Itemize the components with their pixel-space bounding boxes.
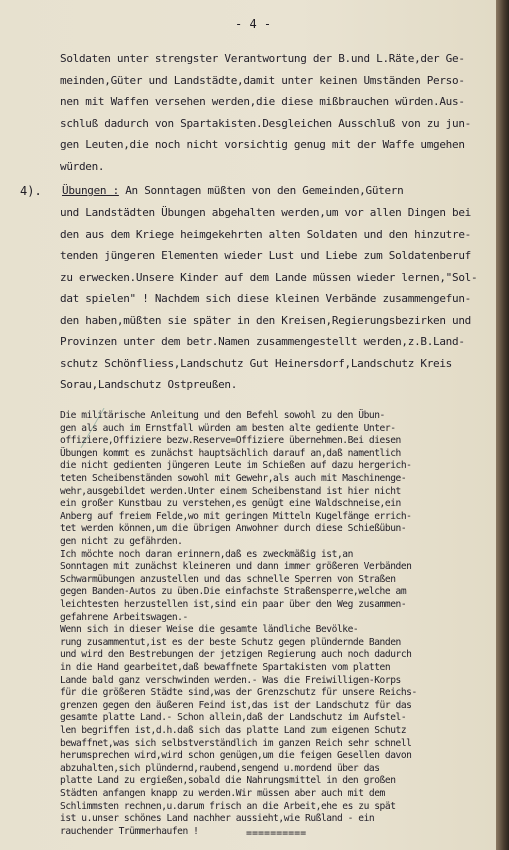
body-line: gegen Banden-Autos zu üben.Die einfachste Straßensperre,welche am — [60, 586, 407, 598]
body-line: die nicht gedienten jüngeren Leute im Schießen auf dazu hergerich- — [60, 460, 412, 472]
body-line: rung zusammentut,ist es der beste Schutz gegen plündernde Banden — [60, 636, 401, 648]
body-line: gen nicht zu gefährden. — [60, 536, 183, 547]
page-number: - 4 - — [235, 17, 272, 31]
body-line: grenzen gegen den äußeren Feind ist,das ist der Landschutz für das — [60, 699, 412, 711]
intro-line: meinden,Güter und Landstädte,damit unter keinen Umständen Perso- — [60, 73, 465, 87]
section-line: schutz Schönfliess,Landschutz Gut Heinersdorf,Landschutz Kreis — [60, 356, 452, 370]
section-line: und Landstädten Übungen abgehalten werden,um vor allen Dingen bei — [60, 206, 471, 219]
body-line: Anberg auf freiem Felde,wo mit geringen Mitteln Kugelfänge errich- — [60, 510, 412, 522]
intro-line: nen mit Waffen versehen werden,die diese mißbrauchen würden.Aus- — [60, 95, 465, 108]
section-line: Provinzen unter dem betr.Namen zusammengestellt werden,z.B.Land- — [60, 335, 465, 348]
body-line: wehr,ausgebildet werden.Unter einem Scheibenstand ist hier nicht — [60, 485, 401, 497]
body-line: Die militärische Anleitung und den Befehl sowohl zu den Übun- — [60, 410, 385, 421]
body-line: Schwarmübungen anzustellen und das schnelle Sperren von Straßen — [60, 573, 396, 585]
book-spine — [496, 0, 509, 850]
body-line: offiziere,Offiziere bezw.Reserve=Offiziere übernehmen.Bei diesen — [60, 435, 401, 447]
intro-line: schluß dadurch von Spartakisten.Desgleichen Ausschluß von zu jun- — [60, 116, 471, 130]
body-line: teten Scheibenständen sowohl mit Gewehr,als auch mit Maschinenge- — [60, 473, 407, 484]
section-first-line — [62, 184, 403, 197]
body-line: gesamte platte Land.- Schon allein,daß der Landschutz im Aufstel- — [60, 712, 407, 724]
intro-line: gen Leuten,die noch nicht vorsichtig genug mit der Waffe umgehen — [60, 138, 465, 151]
section-first-line-text: An Sonntagen müßten von den Gemeinden,Gütern — [125, 184, 404, 197]
body-line: und wird den Bestrebungen der jetzigen Regierung auch noch dadurch — [60, 649, 412, 661]
body-line: herumsprechen wird,wird schon genügen,um die feigen Gesellen davon — [60, 750, 412, 762]
section-line: Sorau,Landschutz Ostpreußen. — [60, 378, 238, 391]
body-line: Übungen kommt es zunächst hauptsächlich darauf an,daß namentlich — [60, 447, 401, 459]
body-line: abzuhalten,sich plündernd,raubend,sengend u.mordend über das — [60, 762, 380, 774]
end-rule: ========== — [246, 828, 307, 839]
body-line: Städten anfangen knapp zu werden.Wir müssen aber auch mit dem — [60, 788, 385, 799]
body-line: Sonntagen mit zunächst kleineren und dann immer größeren Verbänden — [60, 561, 412, 573]
section-line: den haben,müßten sie später in den Kreisen,Regierungsbezirken und — [60, 313, 471, 327]
body-line: len begriffen ist,d.h.daß sich das platte Land zum eigenen Schutz — [60, 725, 407, 736]
body-line: leichtesten herzustellen ist,sind ein paar über den Weg zusammen- — [60, 599, 407, 610]
body-line: gefahrene Arbeitswagen.- — [60, 611, 188, 623]
intro-line: würden. — [60, 159, 105, 173]
body-line: platte Land zu ergießen,sobald die Nahrungsmittel in den großen — [60, 775, 396, 787]
intro-line: Soldaten unter strengster Verantwortung der B.und L.Räte,der Ge- — [60, 52, 465, 65]
body-line: Lande bald ganz verschwinden werden.- Was die Freiwilligen-Korps — [60, 674, 401, 686]
body-line: Wenn sich in dieser Weise die gesamte ländliche Bevölke- — [60, 624, 359, 636]
body-line: bewaffnet,was sich selbstverständlich im ganzen Reich sehr schnell — [60, 737, 412, 749]
section-line: den aus dem Kriege heimgekehrten alten Soldaten und den hinzutre- — [60, 227, 471, 241]
body-line: tet werden können,um die übrigen Anwohner durch diese Schießübun- — [60, 523, 407, 535]
pen-mark — [80, 408, 304, 448]
section-number: 4). — [20, 184, 42, 198]
body-line: gen als auch im Ernstfall würden am besten alte gediente Unter- — [60, 422, 396, 434]
body-line: Schlimmsten rechnen,u.darum frisch an die Arbeit,ehe es zu spät — [60, 800, 396, 812]
section-line: zu erwecken.Unsere Kinder auf dem Lande müssen wieder lernen,"Sol- — [60, 270, 478, 284]
body-line: Ich möchte noch daran erinnern,daß es zweckmäßig ist,an — [60, 548, 353, 560]
body-line: ein großer Kunstbau zu verstehen,es genügt eine Waldschneise,ein — [60, 498, 401, 510]
section-heading: Übungen : — [62, 184, 119, 197]
section-line: dat spielen" ! Nachdem sich diese kleinen Verbände zusammengefun- — [60, 292, 471, 305]
body-line: ist u.unser schönes Land nachher aussieht,wie Rußland - ein — [60, 813, 375, 825]
body-line: für die größeren Städte sind,was der Grenzschutz für unsere Reichs- — [60, 687, 417, 699]
section-line: tenden jüngeren Elementen wieder Lust und Liebe zum Soldatenberuf — [60, 249, 471, 262]
body-line: rauchender Trümmerhaufen ! — [60, 825, 199, 837]
body-line: in die Hand gearbeitet,daß bewaffnete Spartakisten vom platten — [60, 662, 391, 673]
